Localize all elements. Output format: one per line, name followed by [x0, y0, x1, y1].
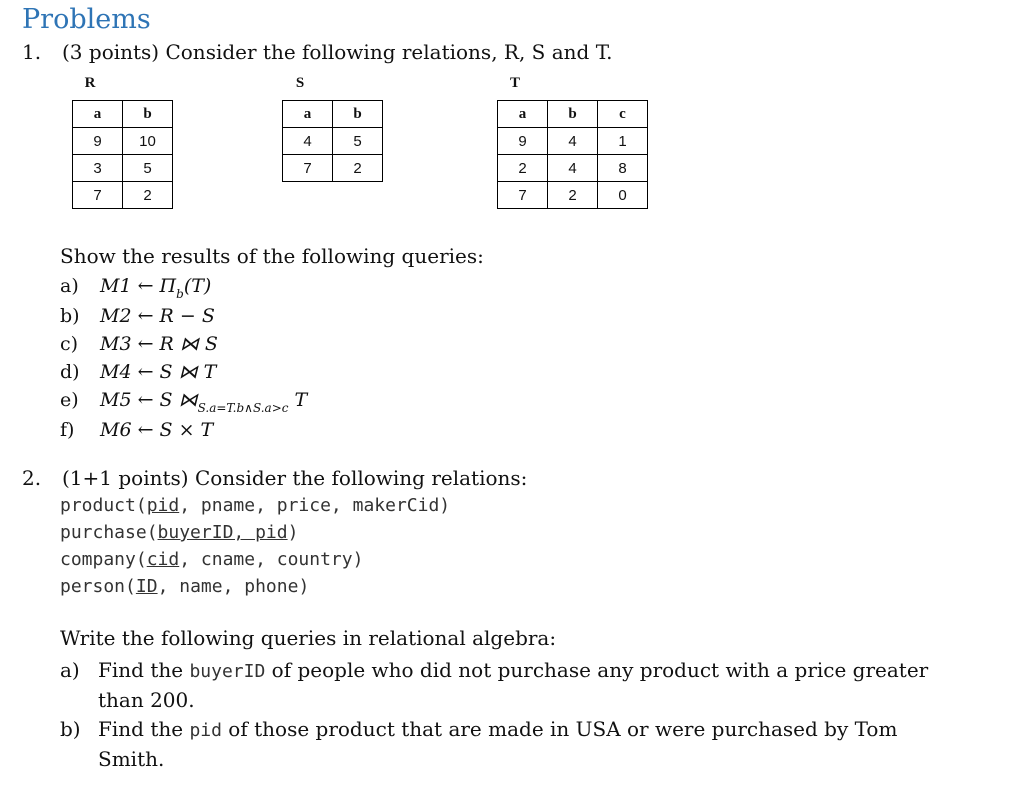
question-1	[22, 40, 612, 64]
task-item	[60, 715, 960, 774]
query-lhs: M2 ← R − S	[100, 305, 215, 327]
schema-list	[60, 492, 450, 600]
relation-t-label: T	[509, 75, 520, 91]
table-row	[498, 128, 648, 155]
column-header: a	[73, 101, 123, 128]
column-header: b	[548, 101, 598, 128]
task-label: b)	[60, 717, 81, 741]
table-header-row	[283, 101, 383, 128]
schema-key: pid	[146, 495, 180, 516]
table-cell: 2	[123, 182, 173, 209]
relation-r-table	[72, 100, 173, 209]
query-expression	[100, 330, 218, 358]
table-header-row	[498, 101, 648, 128]
query-lhs: M4 ← S ⋈ T	[100, 361, 217, 383]
query-list	[60, 272, 307, 444]
relation-t-table	[497, 100, 648, 209]
task-list	[60, 656, 960, 774]
task-post: of those product that are made in USA or were purchased by Tom Smith.	[98, 717, 898, 771]
task-post: of people who did not purchase any product with a price greater than 200.	[98, 658, 929, 712]
table-cell: 10	[123, 128, 173, 155]
column-header: c	[598, 101, 648, 128]
question-text: (3 points) Consider the following relations, R, S and T.	[62, 40, 613, 64]
table-cell: 7	[498, 182, 548, 209]
query-item	[60, 302, 307, 330]
query-label: d)	[60, 361, 80, 383]
table-cell: 4	[283, 128, 333, 155]
table-cell: 9	[498, 128, 548, 155]
table-row	[498, 155, 648, 182]
query-item	[60, 272, 307, 302]
table-cell: 2	[548, 182, 598, 209]
question-text: (1+1 points) Consider the following relations:	[62, 466, 528, 490]
table-cell: 3	[73, 155, 123, 182]
schema-product: product(pid, pname, price, makerCid)	[60, 495, 451, 516]
table-row	[283, 155, 383, 182]
task-text	[98, 715, 960, 774]
task-pre: Find the	[98, 658, 190, 682]
table-row	[283, 128, 383, 155]
relation-r-label: R	[84, 75, 96, 91]
schema-key: ID	[135, 576, 158, 597]
table-row	[498, 182, 648, 209]
task-text	[98, 656, 960, 715]
question-number: 1.	[22, 40, 42, 64]
schema-attributes: )	[287, 522, 299, 543]
table-cell: 4	[548, 128, 598, 155]
query-subscript: b	[176, 287, 184, 301]
query-item	[60, 330, 307, 358]
schema-name: product	[60, 495, 136, 516]
table-cell: 0	[598, 182, 648, 209]
query-label: c)	[60, 333, 79, 355]
table-cell: 9	[73, 128, 123, 155]
query-lhs: M1 ← Π	[100, 275, 177, 297]
task-code: buyerID	[189, 661, 266, 682]
query-expression	[100, 272, 211, 302]
query-expression	[100, 386, 307, 416]
table-header-row	[73, 101, 173, 128]
write-queries-intro: Write the following queries in relational algebra:	[60, 626, 557, 650]
query-expression	[100, 416, 213, 444]
relation-s-table	[282, 100, 383, 182]
table-cell: 2	[333, 155, 383, 182]
schema-key: buyerID, pid	[157, 522, 288, 543]
query-item	[60, 386, 307, 416]
table-cell: 7	[73, 182, 123, 209]
task-item	[60, 656, 960, 715]
column-header: b	[123, 101, 173, 128]
schema-attributes: , pname, price, makerCid)	[179, 495, 451, 516]
schema-name: company	[60, 549, 136, 570]
table-cell: 4	[548, 155, 598, 182]
query-lhs: M6 ← S × T	[100, 419, 214, 441]
schema-attributes: , name, phone)	[157, 576, 310, 597]
schema-name: person	[60, 576, 126, 597]
table-cell: 2	[498, 155, 548, 182]
query-rhs: (T)	[183, 275, 212, 297]
table-cell: 5	[333, 128, 383, 155]
query-lhs: M5 ← S ⋈	[100, 389, 198, 411]
task-label: a)	[60, 658, 80, 682]
table-cell: 5	[123, 155, 173, 182]
queries-intro: Show the results of the following queries:	[60, 244, 484, 268]
schema-purchase: purchase(buyerID, pid)	[60, 522, 299, 543]
query-subscript: S.a=T.b∧S.a>c	[197, 401, 289, 415]
query-label: f)	[60, 419, 75, 441]
query-expression	[100, 358, 216, 386]
task-pre: Find the	[98, 717, 190, 741]
query-label: a)	[60, 275, 79, 297]
column-header: a	[283, 101, 333, 128]
relation-s-label: S	[295, 75, 305, 91]
schema-attributes: , cname, country)	[179, 549, 364, 570]
table-cell: 8	[598, 155, 648, 182]
schema-person: person(ID, name, phone)	[60, 576, 310, 597]
query-label: b)	[60, 305, 80, 327]
table-row	[73, 155, 173, 182]
schema-name: purchase	[60, 522, 147, 543]
schema-company: company(cid, cname, country)	[60, 549, 364, 570]
column-header: b	[333, 101, 383, 128]
query-lhs: M3 ← R ⋈ S	[100, 333, 218, 355]
question-number: 2.	[22, 466, 42, 490]
task-code: pid	[189, 720, 222, 741]
table-row	[73, 128, 173, 155]
page-heading: Problems	[22, 4, 151, 35]
table-cell: 1	[598, 128, 648, 155]
query-item	[60, 416, 307, 444]
schema-key: cid	[146, 549, 180, 570]
table-cell: 7	[283, 155, 333, 182]
query-item	[60, 358, 307, 386]
column-header: a	[498, 101, 548, 128]
query-rhs: T	[288, 389, 308, 411]
query-expression	[100, 302, 215, 330]
query-label: e)	[60, 389, 79, 411]
table-row	[73, 182, 173, 209]
question-2	[22, 466, 527, 490]
